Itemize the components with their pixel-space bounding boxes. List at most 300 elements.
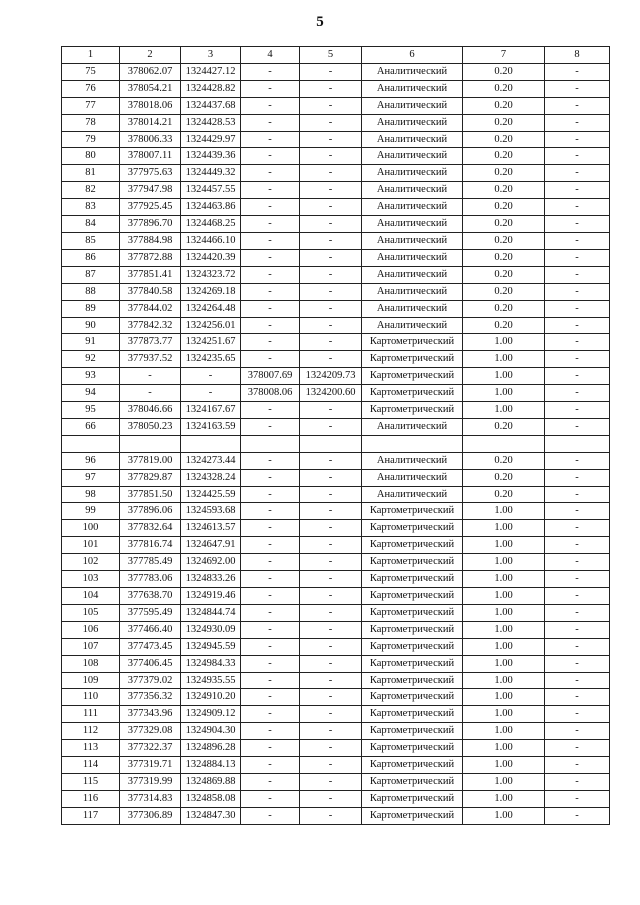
- table-row: [62, 655, 610, 672]
- cell-accuracy: 1.00: [463, 571, 545, 588]
- cell-accuracy: 0.20: [463, 199, 545, 216]
- cell-coord-x-alt: -: [241, 604, 300, 621]
- cell-method: Картометрический: [362, 385, 463, 402]
- cell-note: -: [545, 232, 610, 249]
- cell-coord-x-alt: -: [241, 452, 300, 469]
- cell-coord-x: 377306.89: [120, 807, 181, 824]
- cell-coord-x-alt: -: [241, 249, 300, 266]
- table-row: [62, 249, 610, 266]
- cell-coord-x-alt: -: [241, 351, 300, 368]
- cell-coord-y-alt: 1324200.60: [300, 385, 362, 402]
- cell-coord-x-alt: -: [241, 216, 300, 233]
- cell-coord-x: 377783.06: [120, 571, 181, 588]
- cell-point-number: 91: [62, 334, 120, 351]
- cell-coord-y-alt: -: [300, 571, 362, 588]
- cell-accuracy: 0.20: [463, 317, 545, 334]
- cell-coord-x: 378062.07: [120, 63, 181, 80]
- cell-coord-y-alt: -: [300, 199, 362, 216]
- cell-coord-x-alt: -: [241, 706, 300, 723]
- cell-coord-y-alt: -: [300, 689, 362, 706]
- cell-coord-y: 1324167.67: [181, 402, 241, 419]
- cell-point-number: 84: [62, 216, 120, 233]
- cell-coord-y-alt: -: [300, 114, 362, 131]
- cell-accuracy: 1.00: [463, 621, 545, 638]
- cell-note: -: [545, 148, 610, 165]
- header-col-8: 8: [545, 47, 610, 64]
- cell-coord-y: 1324420.39: [181, 249, 241, 266]
- cell-accuracy: 0.20: [463, 63, 545, 80]
- cell-coord-y: 1324425.59: [181, 486, 241, 503]
- cell-accuracy: 1.00: [463, 334, 545, 351]
- cell-point-number: 103: [62, 571, 120, 588]
- cell-method: Аналитический: [362, 283, 463, 300]
- table-row: [62, 300, 610, 317]
- cell-accuracy: 0.20: [463, 486, 545, 503]
- cell-accuracy: 1.00: [463, 351, 545, 368]
- cell-coord-y: -: [181, 385, 241, 402]
- header-col-2: 2: [120, 47, 181, 64]
- cell-coord-x: 378054.21: [120, 80, 181, 97]
- cell-coord-y: 1324457.55: [181, 182, 241, 199]
- table-row: [62, 672, 610, 689]
- cell-note: -: [545, 216, 610, 233]
- cell-method: Аналитический: [362, 131, 463, 148]
- cell-coord-x: 377319.99: [120, 773, 181, 790]
- cell-method: Аналитический: [362, 114, 463, 131]
- cell-note: -: [545, 131, 610, 148]
- table-row: [62, 621, 610, 638]
- cell-coord-y: 1324256.01: [181, 317, 241, 334]
- table-row: [62, 148, 610, 165]
- cell-coord-y: 1324919.46: [181, 587, 241, 604]
- cell-note: -: [545, 520, 610, 537]
- cell-method: Аналитический: [362, 486, 463, 503]
- cell-coord-y-alt: -: [300, 773, 362, 790]
- cell-accuracy: 1.00: [463, 723, 545, 740]
- cell-point-number: 95: [62, 402, 120, 419]
- cell-coord-x: 377329.08: [120, 723, 181, 740]
- cell-coord-x: -: [120, 385, 181, 402]
- cell-coord-y: 1324328.24: [181, 469, 241, 486]
- cell-note: -: [545, 773, 610, 790]
- table-row: [62, 587, 610, 604]
- cell-coord-y: 1324163.59: [181, 418, 241, 435]
- cell-method: Картометрический: [362, 655, 463, 672]
- cell-coord-x-alt: -: [241, 486, 300, 503]
- cell-coord-y: [181, 435, 241, 452]
- table-row: [62, 418, 610, 435]
- cell-coord-x-alt: -: [241, 723, 300, 740]
- cell-coord-y: 1324945.59: [181, 638, 241, 655]
- cell-accuracy: 0.20: [463, 418, 545, 435]
- cell-method: Аналитический: [362, 317, 463, 334]
- cell-coord-y-alt: -: [300, 418, 362, 435]
- cell-note: -: [545, 114, 610, 131]
- cell-accuracy: 1.00: [463, 757, 545, 774]
- cell-coord-x-alt: -: [241, 587, 300, 604]
- cell-accuracy: [463, 435, 545, 452]
- cell-point-number: 90: [62, 317, 120, 334]
- cell-coord-y: 1324884.13: [181, 757, 241, 774]
- cell-coord-y-alt: -: [300, 232, 362, 249]
- cell-note: -: [545, 571, 610, 588]
- cell-accuracy: 1.00: [463, 604, 545, 621]
- cell-point-number: 96: [62, 452, 120, 469]
- page-number: 5: [316, 14, 324, 30]
- cell-point-number: 110: [62, 689, 120, 706]
- cell-method: [362, 435, 463, 452]
- cell-coord-x: 377816.74: [120, 537, 181, 554]
- cell-note: -: [545, 638, 610, 655]
- cell-coord-x: 377406.45: [120, 655, 181, 672]
- cell-coord-x: 377819.00: [120, 452, 181, 469]
- table-row: [62, 723, 610, 740]
- cell-coord-y: 1324896.28: [181, 740, 241, 757]
- cell-coord-x: 378007.11: [120, 148, 181, 165]
- cell-coord-x-alt: -: [241, 182, 300, 199]
- table-row: [62, 283, 610, 300]
- cell-coord-y: 1324858.08: [181, 790, 241, 807]
- cell-point-number: 104: [62, 587, 120, 604]
- cell-coord-y-alt: -: [300, 655, 362, 672]
- cell-method: Аналитический: [362, 80, 463, 97]
- cell-point-number: 109: [62, 672, 120, 689]
- cell-method: Картометрический: [362, 351, 463, 368]
- cell-method: Картометрический: [362, 723, 463, 740]
- cell-coord-y-alt: [300, 435, 362, 452]
- cell-accuracy: 0.20: [463, 232, 545, 249]
- cell-method: Картометрический: [362, 621, 463, 638]
- cell-method: Аналитический: [362, 300, 463, 317]
- cell-point-number: 108: [62, 655, 120, 672]
- cell-point-number: [62, 435, 120, 452]
- cell-point-number: 66: [62, 418, 120, 435]
- header-col-3: 3: [181, 47, 241, 64]
- cell-method: Картометрический: [362, 706, 463, 723]
- cell-coord-x: 377356.32: [120, 689, 181, 706]
- cell-coord-x: 377925.45: [120, 199, 181, 216]
- cell-method: Картометрический: [362, 689, 463, 706]
- header-col-4: 4: [241, 47, 300, 64]
- cell-point-number: 97: [62, 469, 120, 486]
- cell-coord-y: 1324692.00: [181, 554, 241, 571]
- cell-accuracy: 1.00: [463, 402, 545, 419]
- cell-coord-y-alt: -: [300, 63, 362, 80]
- cell-coord-y-alt: -: [300, 587, 362, 604]
- cell-coord-y-alt: -: [300, 621, 362, 638]
- cell-accuracy: 0.20: [463, 131, 545, 148]
- cell-coord-y: 1324593.68: [181, 503, 241, 520]
- table-row: [62, 216, 610, 233]
- cell-note: -: [545, 182, 610, 199]
- cell-accuracy: 0.20: [463, 469, 545, 486]
- cell-accuracy: 0.20: [463, 452, 545, 469]
- cell-note: -: [545, 537, 610, 554]
- cell-coord-x: 378046.66: [120, 402, 181, 419]
- cell-coord-x: [120, 435, 181, 452]
- cell-accuracy: 1.00: [463, 672, 545, 689]
- cell-method: Аналитический: [362, 165, 463, 182]
- cell-coord-y-alt: -: [300, 469, 362, 486]
- cell-note: -: [545, 199, 610, 216]
- cell-note: -: [545, 723, 610, 740]
- cell-accuracy: 1.00: [463, 689, 545, 706]
- table-row: [62, 199, 610, 216]
- cell-note: -: [545, 604, 610, 621]
- table-row: [62, 689, 610, 706]
- cell-coord-y-alt: -: [300, 672, 362, 689]
- cell-coord-x: 377873.77: [120, 334, 181, 351]
- cell-coord-y: 1324235.65: [181, 351, 241, 368]
- cell-note: -: [545, 300, 610, 317]
- cell-accuracy: 0.20: [463, 97, 545, 114]
- cell-point-number: 112: [62, 723, 120, 740]
- cell-coord-x-alt: -: [241, 131, 300, 148]
- cell-accuracy: 0.20: [463, 114, 545, 131]
- cell-point-number: 111: [62, 706, 120, 723]
- cell-coord-y-alt: -: [300, 266, 362, 283]
- header-col-5: 5: [300, 47, 362, 64]
- cell-accuracy: 1.00: [463, 638, 545, 655]
- cell-point-number: 115: [62, 773, 120, 790]
- cell-note: -: [545, 740, 610, 757]
- cell-coord-x: 377851.41: [120, 266, 181, 283]
- cell-coord-y: 1324429.97: [181, 131, 241, 148]
- cell-coord-x-alt: -: [241, 503, 300, 520]
- cell-method: Картометрический: [362, 368, 463, 385]
- cell-point-number: 94: [62, 385, 120, 402]
- cell-method: Аналитический: [362, 266, 463, 283]
- header-col-1: 1: [62, 47, 120, 64]
- cell-method: Аналитический: [362, 199, 463, 216]
- cell-method: Картометрический: [362, 807, 463, 824]
- cell-coord-y-alt: -: [300, 740, 362, 757]
- cell-method: Картометрический: [362, 520, 463, 537]
- cell-note: -: [545, 452, 610, 469]
- cell-coord-y-alt: -: [300, 249, 362, 266]
- cell-coord-y-alt: -: [300, 638, 362, 655]
- cell-coord-y: 1324463.86: [181, 199, 241, 216]
- cell-coord-x: 377473.45: [120, 638, 181, 655]
- cell-accuracy: 1.00: [463, 368, 545, 385]
- cell-coord-x-alt: -: [241, 773, 300, 790]
- table-header-row: [62, 47, 610, 64]
- cell-note: -: [545, 385, 610, 402]
- cell-coord-x: 377322.37: [120, 740, 181, 757]
- table-row: [62, 80, 610, 97]
- cell-method: Картометрический: [362, 773, 463, 790]
- header-col-7: 7: [463, 47, 545, 64]
- table-row: [62, 604, 610, 621]
- cell-coord-y-alt: -: [300, 757, 362, 774]
- cell-coord-x-alt: -: [241, 807, 300, 824]
- cell-coord-y-alt: -: [300, 351, 362, 368]
- table-row: [62, 520, 610, 537]
- cell-coord-y: 1324427.12: [181, 63, 241, 80]
- cell-coord-x: 378018.06: [120, 97, 181, 114]
- cell-note: -: [545, 63, 610, 80]
- cell-point-number: 102: [62, 554, 120, 571]
- cell-method: Картометрический: [362, 757, 463, 774]
- cell-point-number: 107: [62, 638, 120, 655]
- cell-coord-y: 1324273.44: [181, 452, 241, 469]
- cell-method: Аналитический: [362, 249, 463, 266]
- cell-method: Аналитический: [362, 469, 463, 486]
- cell-accuracy: 1.00: [463, 655, 545, 672]
- cell-coord-x-alt: -: [241, 554, 300, 571]
- cell-point-number: 80: [62, 148, 120, 165]
- cell-point-number: 98: [62, 486, 120, 503]
- cell-coord-y-alt: -: [300, 706, 362, 723]
- cell-coord-y: 1324935.55: [181, 672, 241, 689]
- cell-coord-y: 1324323.72: [181, 266, 241, 283]
- cell-note: -: [545, 706, 610, 723]
- cell-coord-y: 1324647.91: [181, 537, 241, 554]
- cell-coord-x-alt: -: [241, 537, 300, 554]
- cell-note: -: [545, 757, 610, 774]
- cell-coord-y: 1324833.26: [181, 571, 241, 588]
- cell-coord-x-alt: 378008.06: [241, 385, 300, 402]
- cell-point-number: 117: [62, 807, 120, 824]
- cell-coord-y: 1324437.68: [181, 97, 241, 114]
- cell-point-number: 86: [62, 249, 120, 266]
- cell-note: -: [545, 80, 610, 97]
- cell-coord-x: 377595.49: [120, 604, 181, 621]
- cell-note: -: [545, 368, 610, 385]
- cell-note: -: [545, 672, 610, 689]
- cell-accuracy: 1.00: [463, 807, 545, 824]
- cell-method: Картометрический: [362, 571, 463, 588]
- cell-coord-y-alt: -: [300, 537, 362, 554]
- cell-coord-x-alt: -: [241, 402, 300, 419]
- cell-note: -: [545, 587, 610, 604]
- table-row: [62, 317, 610, 334]
- cell-point-number: 101: [62, 537, 120, 554]
- cell-coord-x: 377947.98: [120, 182, 181, 199]
- cell-point-number: 100: [62, 520, 120, 537]
- cell-coord-y-alt: -: [300, 452, 362, 469]
- table-row: [62, 554, 610, 571]
- cell-note: -: [545, 655, 610, 672]
- cell-coord-y: -: [181, 368, 241, 385]
- cell-coord-x-alt: -: [241, 638, 300, 655]
- cell-coord-y: 1324910.20: [181, 689, 241, 706]
- cell-method: Аналитический: [362, 418, 463, 435]
- cell-coord-y-alt: -: [300, 131, 362, 148]
- table-row: [62, 351, 610, 368]
- cell-point-number: 77: [62, 97, 120, 114]
- cell-method: Аналитический: [362, 97, 463, 114]
- cell-coord-y-alt: -: [300, 604, 362, 621]
- cell-coord-y: 1324844.74: [181, 604, 241, 621]
- table-row: [62, 740, 610, 757]
- cell-method: Аналитический: [362, 63, 463, 80]
- cell-coord-x: 377872.88: [120, 249, 181, 266]
- cell-note: [545, 435, 610, 452]
- cell-coord-y-alt: -: [300, 723, 362, 740]
- cell-accuracy: 1.00: [463, 385, 545, 402]
- cell-note: -: [545, 97, 610, 114]
- cell-accuracy: 0.20: [463, 165, 545, 182]
- cell-coord-y-alt: -: [300, 283, 362, 300]
- cell-accuracy: 0.20: [463, 216, 545, 233]
- cell-coord-x-alt: -: [241, 148, 300, 165]
- cell-accuracy: 0.20: [463, 300, 545, 317]
- cell-point-number: 78: [62, 114, 120, 131]
- cell-coord-y-alt: -: [300, 80, 362, 97]
- cell-accuracy: 0.20: [463, 266, 545, 283]
- cell-coord-y-alt: -: [300, 807, 362, 824]
- cell-point-number: 113: [62, 740, 120, 757]
- table-row: [62, 402, 610, 419]
- cell-point-number: 89: [62, 300, 120, 317]
- cell-coord-x-alt: -: [241, 757, 300, 774]
- cell-coord-y-alt: -: [300, 300, 362, 317]
- cell-coord-x-alt: -: [241, 300, 300, 317]
- cell-accuracy: 0.20: [463, 283, 545, 300]
- cell-note: -: [545, 486, 610, 503]
- cell-coord-y: 1324449.32: [181, 165, 241, 182]
- table-row: [62, 232, 610, 249]
- cell-point-number: 92: [62, 351, 120, 368]
- cell-point-number: 105: [62, 604, 120, 621]
- cell-coord-y-alt: -: [300, 486, 362, 503]
- cell-method: Картометрический: [362, 334, 463, 351]
- cell-coord-x-alt: -: [241, 790, 300, 807]
- cell-point-number: 76: [62, 80, 120, 97]
- cell-method: Картометрический: [362, 740, 463, 757]
- cell-coord-x-alt: -: [241, 80, 300, 97]
- cell-coord-x-alt: -: [241, 334, 300, 351]
- cell-coord-y-alt: -: [300, 554, 362, 571]
- cell-method: Картометрический: [362, 587, 463, 604]
- cell-coord-x-alt: [241, 435, 300, 452]
- cell-accuracy: 1.00: [463, 740, 545, 757]
- cell-accuracy: 0.20: [463, 148, 545, 165]
- cell-method: Аналитический: [362, 452, 463, 469]
- cell-coord-x-alt: -: [241, 232, 300, 249]
- cell-coord-y-alt: -: [300, 165, 362, 182]
- cell-method: Аналитический: [362, 182, 463, 199]
- table-row: [62, 757, 610, 774]
- table-body: [62, 63, 610, 824]
- cell-method: Картометрический: [362, 604, 463, 621]
- table-row: [62, 706, 610, 723]
- table-row: [62, 97, 610, 114]
- cell-coord-y-alt: -: [300, 520, 362, 537]
- table-row: [62, 266, 610, 283]
- table-row: [62, 790, 610, 807]
- cell-note: -: [545, 249, 610, 266]
- cell-coord-x-alt: -: [241, 97, 300, 114]
- cell-note: -: [545, 165, 610, 182]
- cell-coord-x: 377319.71: [120, 757, 181, 774]
- table-row: [62, 435, 610, 452]
- cell-coord-y-alt: -: [300, 148, 362, 165]
- cell-method: Картометрический: [362, 537, 463, 554]
- cell-coord-x: 377975.63: [120, 165, 181, 182]
- cell-method: Картометрический: [362, 672, 463, 689]
- cell-coord-x-alt: -: [241, 655, 300, 672]
- cell-coord-x: 377379.02: [120, 672, 181, 689]
- cell-point-number: 82: [62, 182, 120, 199]
- cell-note: -: [545, 469, 610, 486]
- cell-coord-x-alt: -: [241, 165, 300, 182]
- table-row: [62, 63, 610, 80]
- cell-point-number: 79: [62, 131, 120, 148]
- cell-method: Картометрический: [362, 402, 463, 419]
- table-row: [62, 571, 610, 588]
